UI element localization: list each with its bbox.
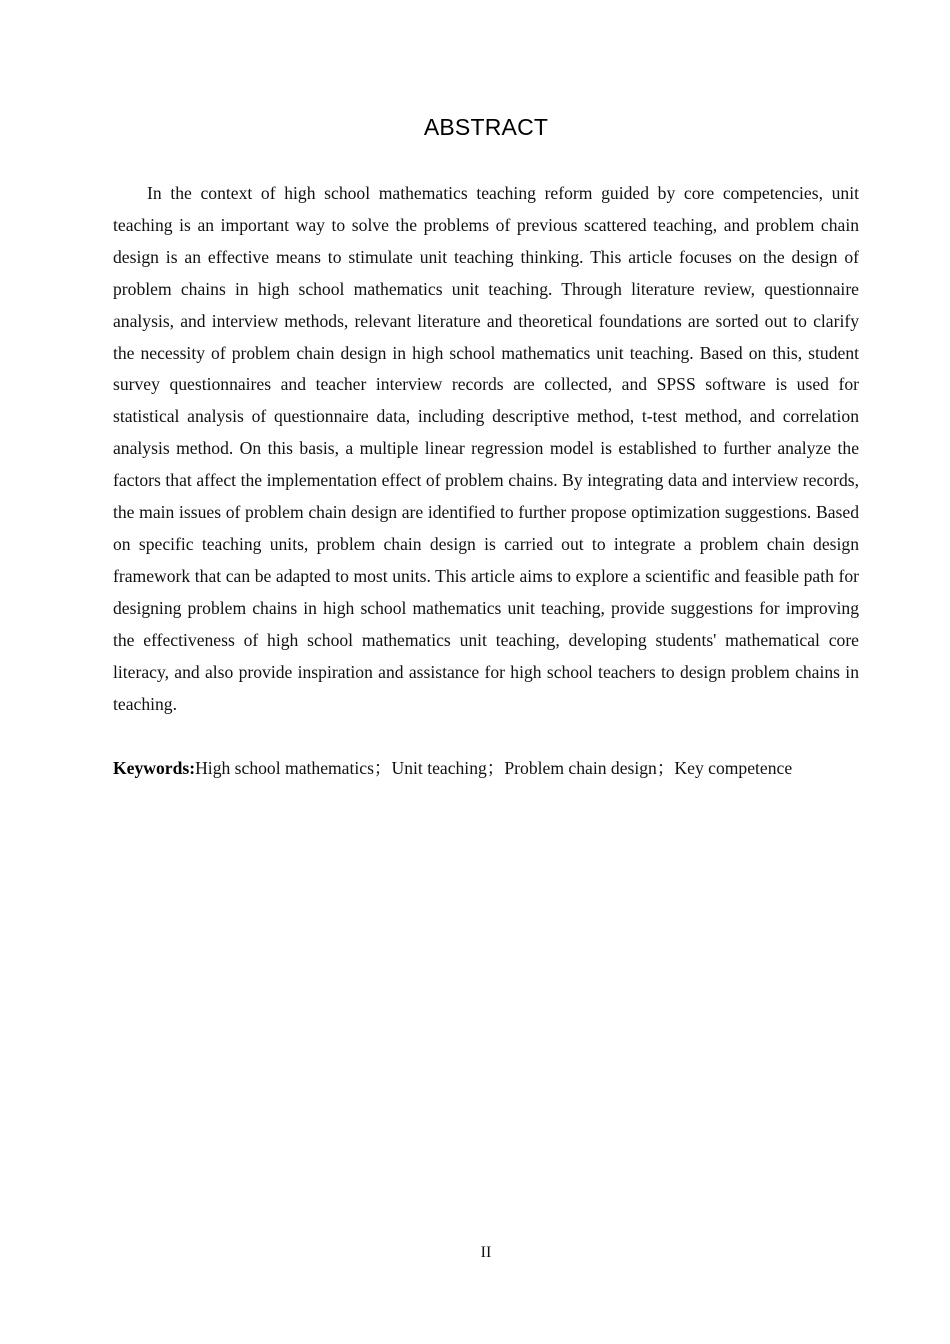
page-number: II xyxy=(480,1244,492,1261)
keywords-text: High school mathematics；Unit teaching；Problem chain design；Key competence xyxy=(195,758,793,778)
abstract-paragraph: In the context of high school mathematics teaching reform guided by core competencies, unit teaching is an important way to solve the problems of previous scattered teaching, and problem chain design is an effective means to stimulate unit teaching thinking. This article focuses on the design of problem chains in high school mathematics unit teaching. Through literature review, questionnaire analysis, and interview methods, relevant literature and theoretical foundations are sorted out to clarify the necessity of problem chain design in high school mathematics unit teaching. Based on this, student survey questionnaires and teacher interview records are collected, and SPSS software is used for statistical analysis of questionnaire data, including descriptive method, t-test method, and correlation analysis method. On this basis, a multiple linear regression model is established to further analyze the factors that affect the implementation effect of problem chains. By integrating data and interview records, the main issues of problem chain design are identified to further propose optimization suggestions. Based on specific teaching units, problem chain design is carried out to integrate a problem chain design framework that can be adapted to most units. This article aims to explore a scientific and feasible path for designing problem chains in high school mathematics unit teaching, provide suggestions for improving the effectiveness of high school mathematics unit teaching, developing students' mathematical core literacy, and also provide inspiration and assistance for high school teachers to design problem chains in teaching. xyxy=(113,183,859,714)
keywords-line xyxy=(113,753,873,784)
keywords-label: Keywords: xyxy=(113,758,196,778)
page-title: ABSTRACT xyxy=(423,114,549,140)
